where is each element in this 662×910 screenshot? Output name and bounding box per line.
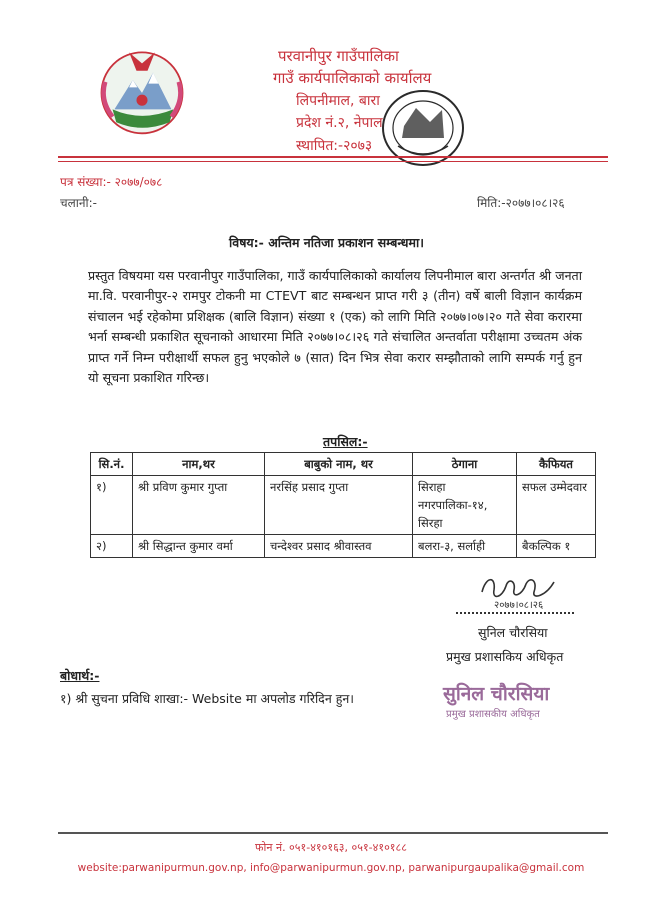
signature-line xyxy=(456,612,574,614)
office-province: प्रदेश नं.२, नेपाल xyxy=(296,115,383,131)
cell-name: श्री प्रविण कुमार गुप्ता xyxy=(133,476,265,535)
handwritten-signature xyxy=(476,570,566,612)
cc-heading: बोधार्थ:- xyxy=(60,668,100,683)
cell-name: श्री सिद्धान्त कुमार वर्मा xyxy=(133,535,265,558)
name-stamp-designation: प्रमुख प्रशासकीय अधिकृत xyxy=(446,709,540,720)
letter-date: मिति:-२०७७।०८।२६ xyxy=(477,196,565,210)
table-row xyxy=(91,535,596,558)
cell-serial: २) xyxy=(91,535,133,558)
footer-divider xyxy=(58,832,608,834)
office-established: स्थापित:-२०७३ xyxy=(296,138,373,154)
name-stamp: सुनिल चौरसिया xyxy=(443,683,550,705)
nepal-emblem-logo xyxy=(96,45,188,137)
notice-body: प्रस्तुत विषयमा यस परवानीपुर गाउँपालिका, गाउँ कार्यपालिकाको कार्यालय लिपनीमाल बारा अन्तर्गत श्री जनता मा.वि. परवानीपुर-२ रामपुर टोकनी मा CTEVT बाट सम्बन्धन प्राप्त गरी ३ (तीन) वर्षे बाली विज्ञान कार्यक्रम संचालन भई रहेकोमा प्रशिक्षक (बालि विज्ञान) संख्या १ (एक) को लागि मिति २०७७।०७।२० गते सेवा करारमा भर्ना सम्बन्धी प्रकाशित सूचनाको आधारमा मिति २०७७।०८।२६ गते संचालित अन्तर्वाता परीक्षामा उच्चतम अंक प्राप्त गर्ने निम्न परीक्षार्थी सफल हुनु भएकोले ७ (सात) दिन भित्र सेवा करार सम्झौताको लागि सम्पर्क गर्नु हुन यो सूचना प्रकाशित गरिन्छ। xyxy=(88,268,582,386)
subject-line: विषय:- अन्तिम नतिजा प्रकाशन सम्बन्धमा। xyxy=(229,235,424,250)
cc-item: १) श्री सुचना प्रविधि शाखा:- Website मा अपलोड गरिदिन हुन। xyxy=(60,691,355,706)
office-subtitle: गाउँ कार्यपालिकाको कार्यालय xyxy=(273,69,432,87)
signatory-designation: प्रमुख प्रशासकिय अधिकृत xyxy=(446,649,564,664)
letter-number: पत्र संख्या:- २०७७/०७८ xyxy=(60,175,163,189)
col-address-header: ठेगाना xyxy=(413,453,517,476)
signature-date: २०७७।०८।२६ xyxy=(494,600,544,611)
dispatch-number: चलानी:- xyxy=(60,196,98,210)
header-divider-thin xyxy=(58,161,608,162)
cell-address: सिराहा नगरपालिका-१४, सिरहा xyxy=(413,476,517,535)
cell-remarks: सफल उम्मेदवार xyxy=(517,476,596,535)
cell-father-name: नरसिंह प्रसाद गुप्ता xyxy=(265,476,413,535)
cell-father-name: चन्देश्वर प्रसाद श्रीवास्तव xyxy=(265,535,413,558)
office-address: लिपनीमाल, बारा xyxy=(296,93,380,109)
cell-remarks: बैकल्पिक १ xyxy=(517,535,596,558)
office-name: परवानीपुर गाउँपालिका xyxy=(278,47,399,65)
results-table xyxy=(90,452,596,558)
signatory-name: सुनिल चौरसिया xyxy=(478,625,548,640)
col-name-header: नाम,थर xyxy=(133,453,265,476)
footer-phone: फोन नं. ०५१-४१०१६३, ०५१-४१०१८८ xyxy=(255,841,407,854)
col-serial-header: सि.नं. xyxy=(91,453,133,476)
details-heading: तपसिल:- xyxy=(323,434,368,449)
header-divider xyxy=(58,156,608,158)
cell-address: बलरा-३, सर्लाही xyxy=(413,535,517,558)
footer-website: website:parwanipurmun.gov.np, info@parwanipurmun.gov.np, parwanipurgaupalika@gmail.com xyxy=(77,862,585,874)
cell-serial: १) xyxy=(91,476,133,535)
table-header-row xyxy=(91,453,596,476)
table-row xyxy=(91,476,596,535)
col-remarks-header: कैफियत xyxy=(517,453,596,476)
col-father-name-header: बाबुको नाम, थर xyxy=(265,453,413,476)
